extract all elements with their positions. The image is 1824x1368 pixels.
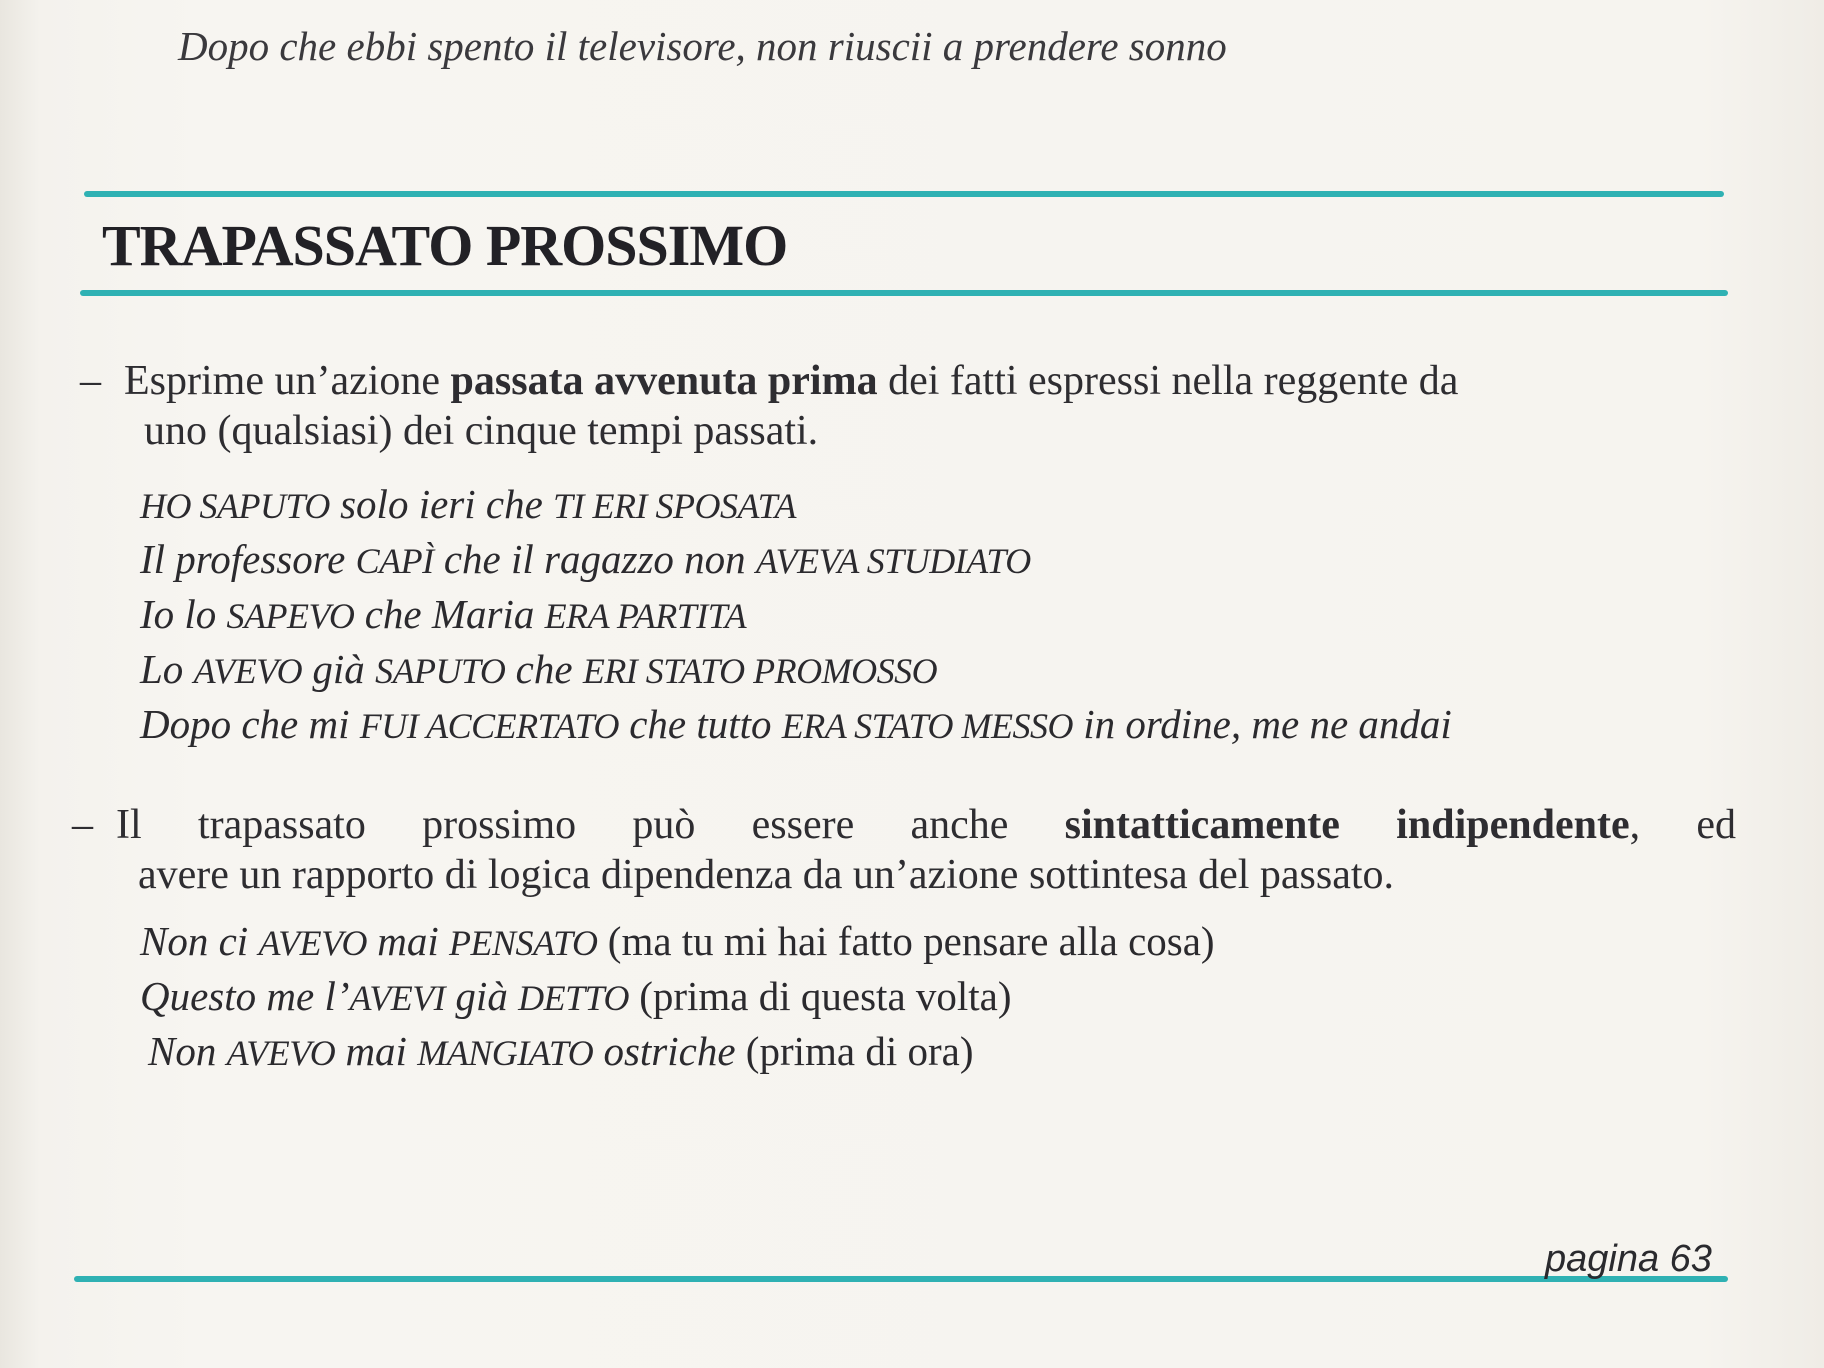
rule-1-line-2: uno (qualsiasi) dei cinque tempi passati. — [144, 408, 819, 454]
verb-form: AVEVI — [349, 978, 446, 1018]
sentence-text: mai — [367, 918, 450, 964]
verb-form: SAPEVO — [226, 596, 355, 636]
sentence-text: Il professore — [140, 536, 356, 582]
verb-form: ERI STATO PROMOSSO — [582, 651, 938, 691]
verb-form: AVEVO — [226, 1033, 336, 1073]
sentence-text: solo ieri che — [329, 481, 554, 527]
example-sentence — [140, 478, 1452, 533]
title-bottom-rule — [80, 290, 1728, 296]
sentence-text: Non — [148, 1028, 227, 1074]
parenthetical-note: (prima di questa volta) — [628, 973, 1012, 1019]
top-example-sentence: Dopo che ebbi spento il televisore, non riuscii a prendere sonno — [178, 23, 1227, 69]
rule-paragraph-2 — [72, 800, 1736, 900]
footer-rule — [74, 1276, 1728, 1282]
parenthetical-note: (ma tu mi hai fatto pensare alla cosa) — [597, 918, 1215, 964]
verb-form: HO SAPUTO — [140, 486, 330, 526]
verb-form: FUI ACCERTATO — [359, 706, 619, 746]
verb-form: SAPUTO — [375, 651, 506, 691]
rule-1-text-before: Esprime un’azione — [124, 358, 451, 404]
example-sentence — [140, 533, 1452, 588]
examples-list-2 — [140, 915, 1215, 1080]
sentence-text: che tutto — [618, 701, 782, 747]
verb-form: MANGIATO — [417, 1033, 594, 1073]
example-sentence — [140, 588, 1452, 643]
verb-form: CAPÌ — [355, 541, 434, 581]
bullet-dash: – — [80, 358, 101, 404]
rule-1-line-1 — [124, 358, 1458, 404]
example-sentence — [140, 698, 1452, 753]
sentence-text: Lo — [140, 646, 194, 692]
examples-list-1 — [140, 478, 1452, 753]
sentence-text: che — [505, 646, 583, 692]
example-sentence — [140, 1025, 1215, 1080]
rule-2-line-1 — [116, 800, 1736, 850]
verb-form: DETTO — [518, 978, 629, 1018]
sentence-text: ostriche — [593, 1028, 736, 1074]
rule-2-line-2: avere un rapporto di logica dipendenza da un’azione sottintesa del passato. — [138, 852, 1395, 898]
verb-form: AVEVA STUDIATO — [755, 541, 1031, 581]
sentence-text: già — [302, 646, 376, 692]
example-sentence — [140, 970, 1215, 1025]
verb-form: PENSATO — [449, 923, 598, 963]
example-sentence — [140, 643, 1452, 698]
verb-form: AVEVO — [258, 923, 368, 963]
sentence-text: Dopo che mi — [140, 701, 360, 747]
rule-2-bold: sintatticamente indipendente — [1064, 802, 1630, 848]
verb-form: ERA STATO MESSO — [781, 706, 1073, 746]
sentence-text: Non ci — [140, 918, 259, 964]
rule-2-text-after: , ed — [1629, 802, 1736, 848]
sentence-text: che il ragazzo non — [433, 536, 756, 582]
rule-1-text-after: dei fatti espressi nella reggente da — [877, 358, 1459, 404]
example-sentence — [140, 915, 1215, 970]
rule-paragraph-1 — [80, 356, 1734, 456]
verb-form: ERA PARTITA — [544, 596, 747, 636]
sentence-text: mai — [335, 1028, 418, 1074]
sentence-text: già — [445, 973, 519, 1019]
rule-1-bold: passata avvenuta prima — [450, 358, 878, 404]
section-title: TRAPASSATO PROSSIMO — [102, 213, 788, 278]
sentence-text: in ordine, me ne andai — [1072, 701, 1452, 747]
sentence-text: Questo me l’ — [140, 973, 350, 1019]
rule-2-text-before: Il trapassato prossimo può essere anche — [116, 802, 1065, 848]
bullet-dash: – — [72, 802, 93, 848]
page-number: pagina 63 — [1545, 1238, 1712, 1280]
title-top-rule — [84, 191, 1724, 197]
sentence-text: che Maria — [354, 591, 545, 637]
parenthetical-note: (prima di ora) — [735, 1028, 974, 1074]
sentence-text: Io lo — [140, 591, 227, 637]
verb-form: TI ERI SPOSATA — [553, 486, 796, 526]
verb-form: AVEVO — [193, 651, 303, 691]
